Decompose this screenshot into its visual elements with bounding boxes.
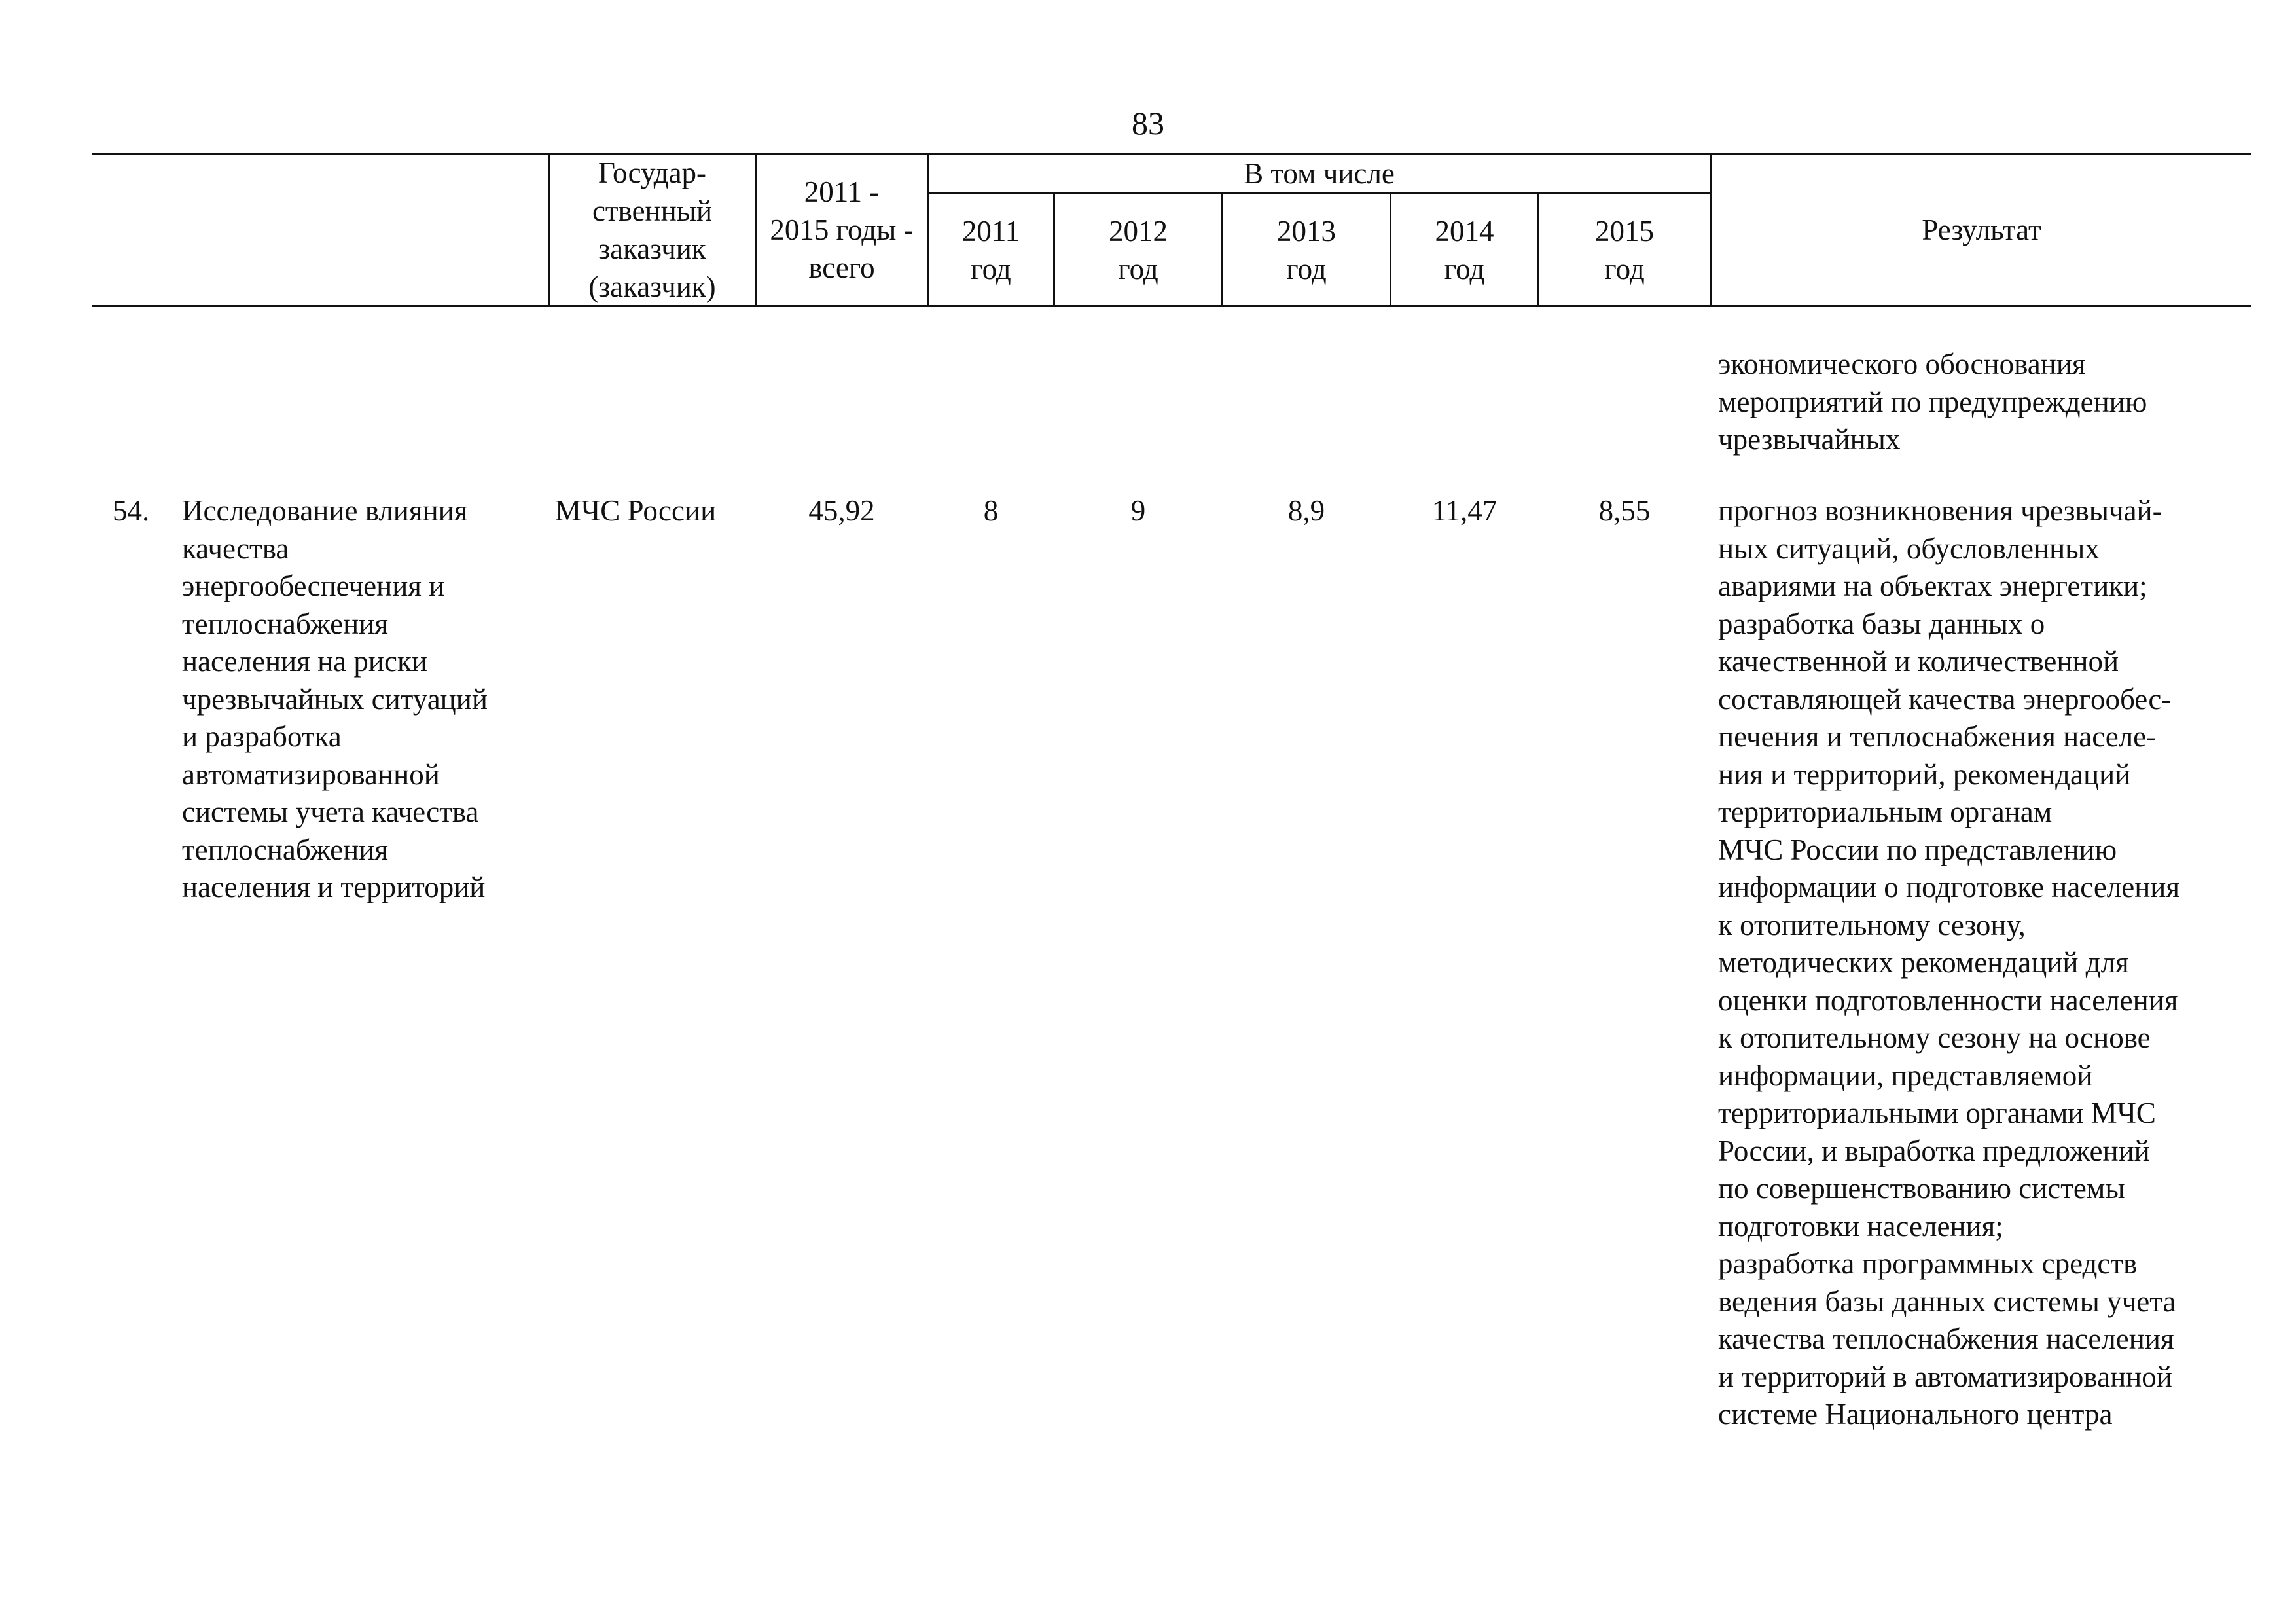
row-total: 45,92 (808, 494, 875, 527)
row-value-2014: 11,47 (1431, 494, 1498, 527)
header-year-2015: 2015 год (1595, 214, 1654, 285)
continuation-result: экономического обоснования мероприятий по предупреждению чрезвычайных (1718, 348, 2147, 456)
row-number: 54. (113, 494, 150, 527)
header-customer: Государ- ственный заказчик (заказчик) (588, 156, 716, 303)
row-value-2012: 9 (1130, 494, 1146, 527)
header-year-2011: 2011 год (961, 214, 1020, 285)
row-customer: МЧС России (555, 494, 717, 527)
header-including: В том числе (1244, 157, 1395, 190)
header-year-2014: 2014 год (1435, 214, 1494, 285)
header-year-2013: 2013 год (1277, 214, 1336, 285)
row-value-2011: 8 (983, 494, 999, 527)
header-total: 2011 - 2015 годы - всего (770, 175, 914, 284)
table-header-bottom-rule (92, 305, 2251, 307)
row-title: Исследование влияния качества энергообеспечения и теплоснабжения населения на риски чрезвычайных ситуаций и разработка автоматизированной системы учета качества теплоснабжения населения и территорий (182, 494, 488, 903)
header-year-2012: 2012 год (1109, 214, 1168, 285)
row-result: прогноз возникновения чрезвычай- ных ситуаций, обусловленных авариями на объектах энергетики; разработка базы данных о качественной и количественной составляющей качества энергообес- печения и теплоснабжения населе- ния и территорий, рекомендаций территориальным органам МЧС России по представлению информации о подготовке населения к отопительному сезону, методических рекомендаций для оценки подготовленности населения к отопительному сезону на основе информации, представляемой территориальными органами МЧС России, и выработка предложений по совершенствованию системы подготовки населения; разработка программных средств ведения базы данных системы учета качества теплоснабжения населения и территорий в автоматизированной системе Национального центра (1718, 494, 2180, 1431)
row-value-2015: 8,55 (1598, 494, 1651, 527)
header-result: Результат (1922, 213, 2041, 246)
row-value-2013: 8,9 (1287, 494, 1325, 527)
page-number: 83 (1132, 105, 1164, 141)
